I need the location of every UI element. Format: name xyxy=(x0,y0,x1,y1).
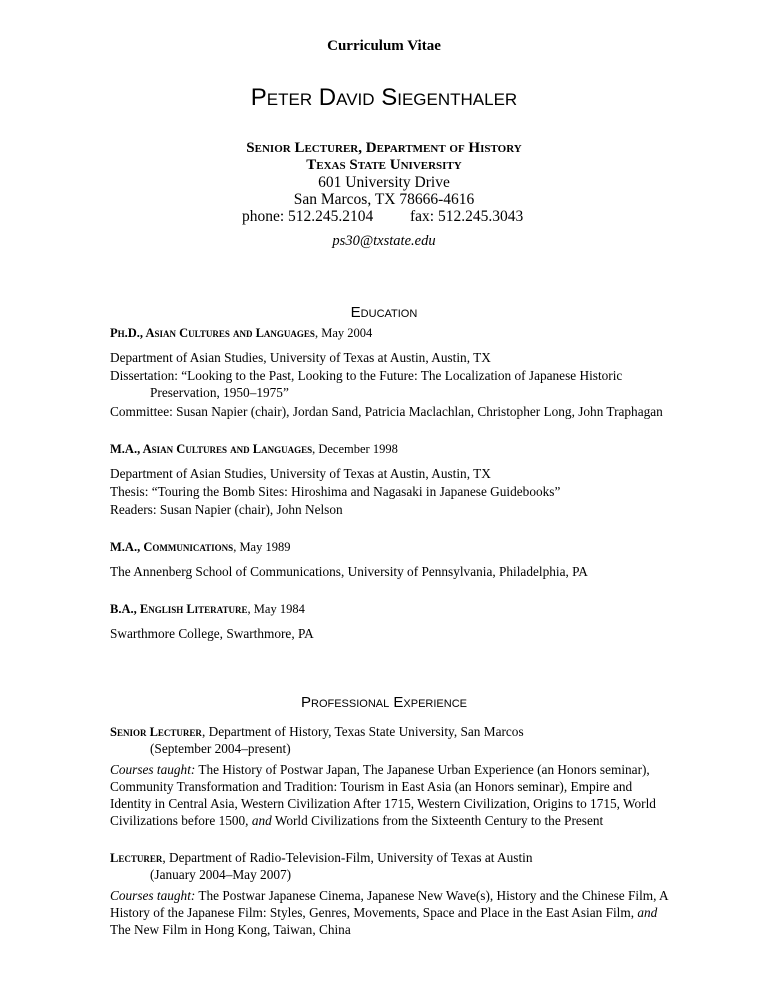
job-lecturer xyxy=(110,850,533,866)
university-name: Texas State University xyxy=(306,157,462,173)
job-place: , Department of History, Texas State University, San Marcos xyxy=(201,724,524,739)
position-title: Senior Lecturer, Department of History xyxy=(246,140,522,156)
experience-heading: Professional Experience xyxy=(301,694,467,711)
degree-title: B.A., English Literature xyxy=(110,602,248,616)
degree-ba xyxy=(110,602,305,617)
degree-ma-communications xyxy=(110,540,290,555)
street-address: 601 University Drive xyxy=(318,174,450,191)
ba-school: Swarthmore College, Swarthmore, PA xyxy=(110,626,314,641)
degree-title: M.A., Asian Cultures and Languages xyxy=(110,442,313,456)
person-name: Peter David Siegenthaler xyxy=(250,84,518,111)
ma-asian-thesis: Thesis: “Touring the Bomb Sites: Hiroshima and Nagasaki in Japanese Guidebooks” xyxy=(110,484,561,499)
job-dates: (January 2004–May 2007) xyxy=(150,867,292,882)
courses-last: The New Film in Hong Kong, Taiwan, China xyxy=(110,922,351,937)
degree-phd xyxy=(110,326,372,341)
phd-dissertation: Dissertation: “Looking to the Past, Looking to the Future: The Localization of Japanese Historic xyxy=(110,368,623,383)
degree-date: , May 1984 xyxy=(247,602,305,616)
courses-and: and xyxy=(251,813,272,828)
degree-date: , December 1998 xyxy=(312,442,398,456)
degree-ma-asian xyxy=(110,442,398,457)
phone-number: phone: 512.245.2104 xyxy=(242,208,374,225)
job-title: Lecturer xyxy=(110,851,163,865)
courses-list: The History of Postwar Japan, The Japanese Urban Experience (an Honors seminar), Community Transformation and Tradition: Tourism in East Asia (an Honors seminar), Empire and Identity in Central Asia, Western Civilization After 1715, Western Civilization, Origins to 1715, World Civilizations before 1500, xyxy=(110,762,656,828)
courses-last: World Civilizations from the Sixteenth Century to the Present xyxy=(271,813,604,828)
document-title: Curriculum Vitae xyxy=(327,38,441,54)
degree-date: , May 2004 xyxy=(314,326,373,340)
job-place: , Department of Radio-Television-Film, University of Texas at Austin xyxy=(162,850,533,865)
courses-list: The Postwar Japanese Cinema, Japanese New Wave(s), History and the Chinese Film, A History of the Japanese Film: Styles, Genres, Movements, Space and Place in the East Asian Film, xyxy=(110,888,668,920)
phd-dissertation-cont: Preservation, 1950–1975” xyxy=(150,385,289,400)
job-title: Senior Lecturer xyxy=(110,725,202,739)
email-address[interactable]: ps30@txstate.edu xyxy=(332,233,436,249)
degree-title: Ph.D., Asian Cultures and Languages xyxy=(110,326,315,340)
ma-comm-school: The Annenberg School of Communications, University of Pennsylvania, Philadelphia, PA xyxy=(110,564,588,579)
education-heading: Education xyxy=(350,304,418,321)
job-dates: (September 2004–present) xyxy=(150,741,291,756)
courses-label: Courses taught: xyxy=(110,762,196,777)
fax-number: fax: 512.245.3043 xyxy=(410,208,524,225)
courses-and: and xyxy=(637,905,658,920)
degree-date: , May 1989 xyxy=(233,540,291,554)
ma-asian-department: Department of Asian Studies, University of Texas at Austin, Austin, TX xyxy=(110,466,491,481)
degree-title: M.A., Communications xyxy=(110,540,234,554)
job-courses xyxy=(110,887,670,938)
courses-label: Courses taught: xyxy=(110,888,196,903)
ma-asian-readers: Readers: Susan Napier (chair), John Nelson xyxy=(110,502,343,517)
phd-committee: Committee: Susan Napier (chair), Jordan Sand, Patricia Maclachlan, Christopher Long, John Traphagan xyxy=(110,404,663,419)
job-senior-lecturer xyxy=(110,724,524,740)
job-courses xyxy=(110,761,670,829)
phd-department: Department of Asian Studies, University of Texas at Austin, Austin, TX xyxy=(110,350,491,365)
city-address: San Marcos, TX 78666-4616 xyxy=(293,191,475,208)
